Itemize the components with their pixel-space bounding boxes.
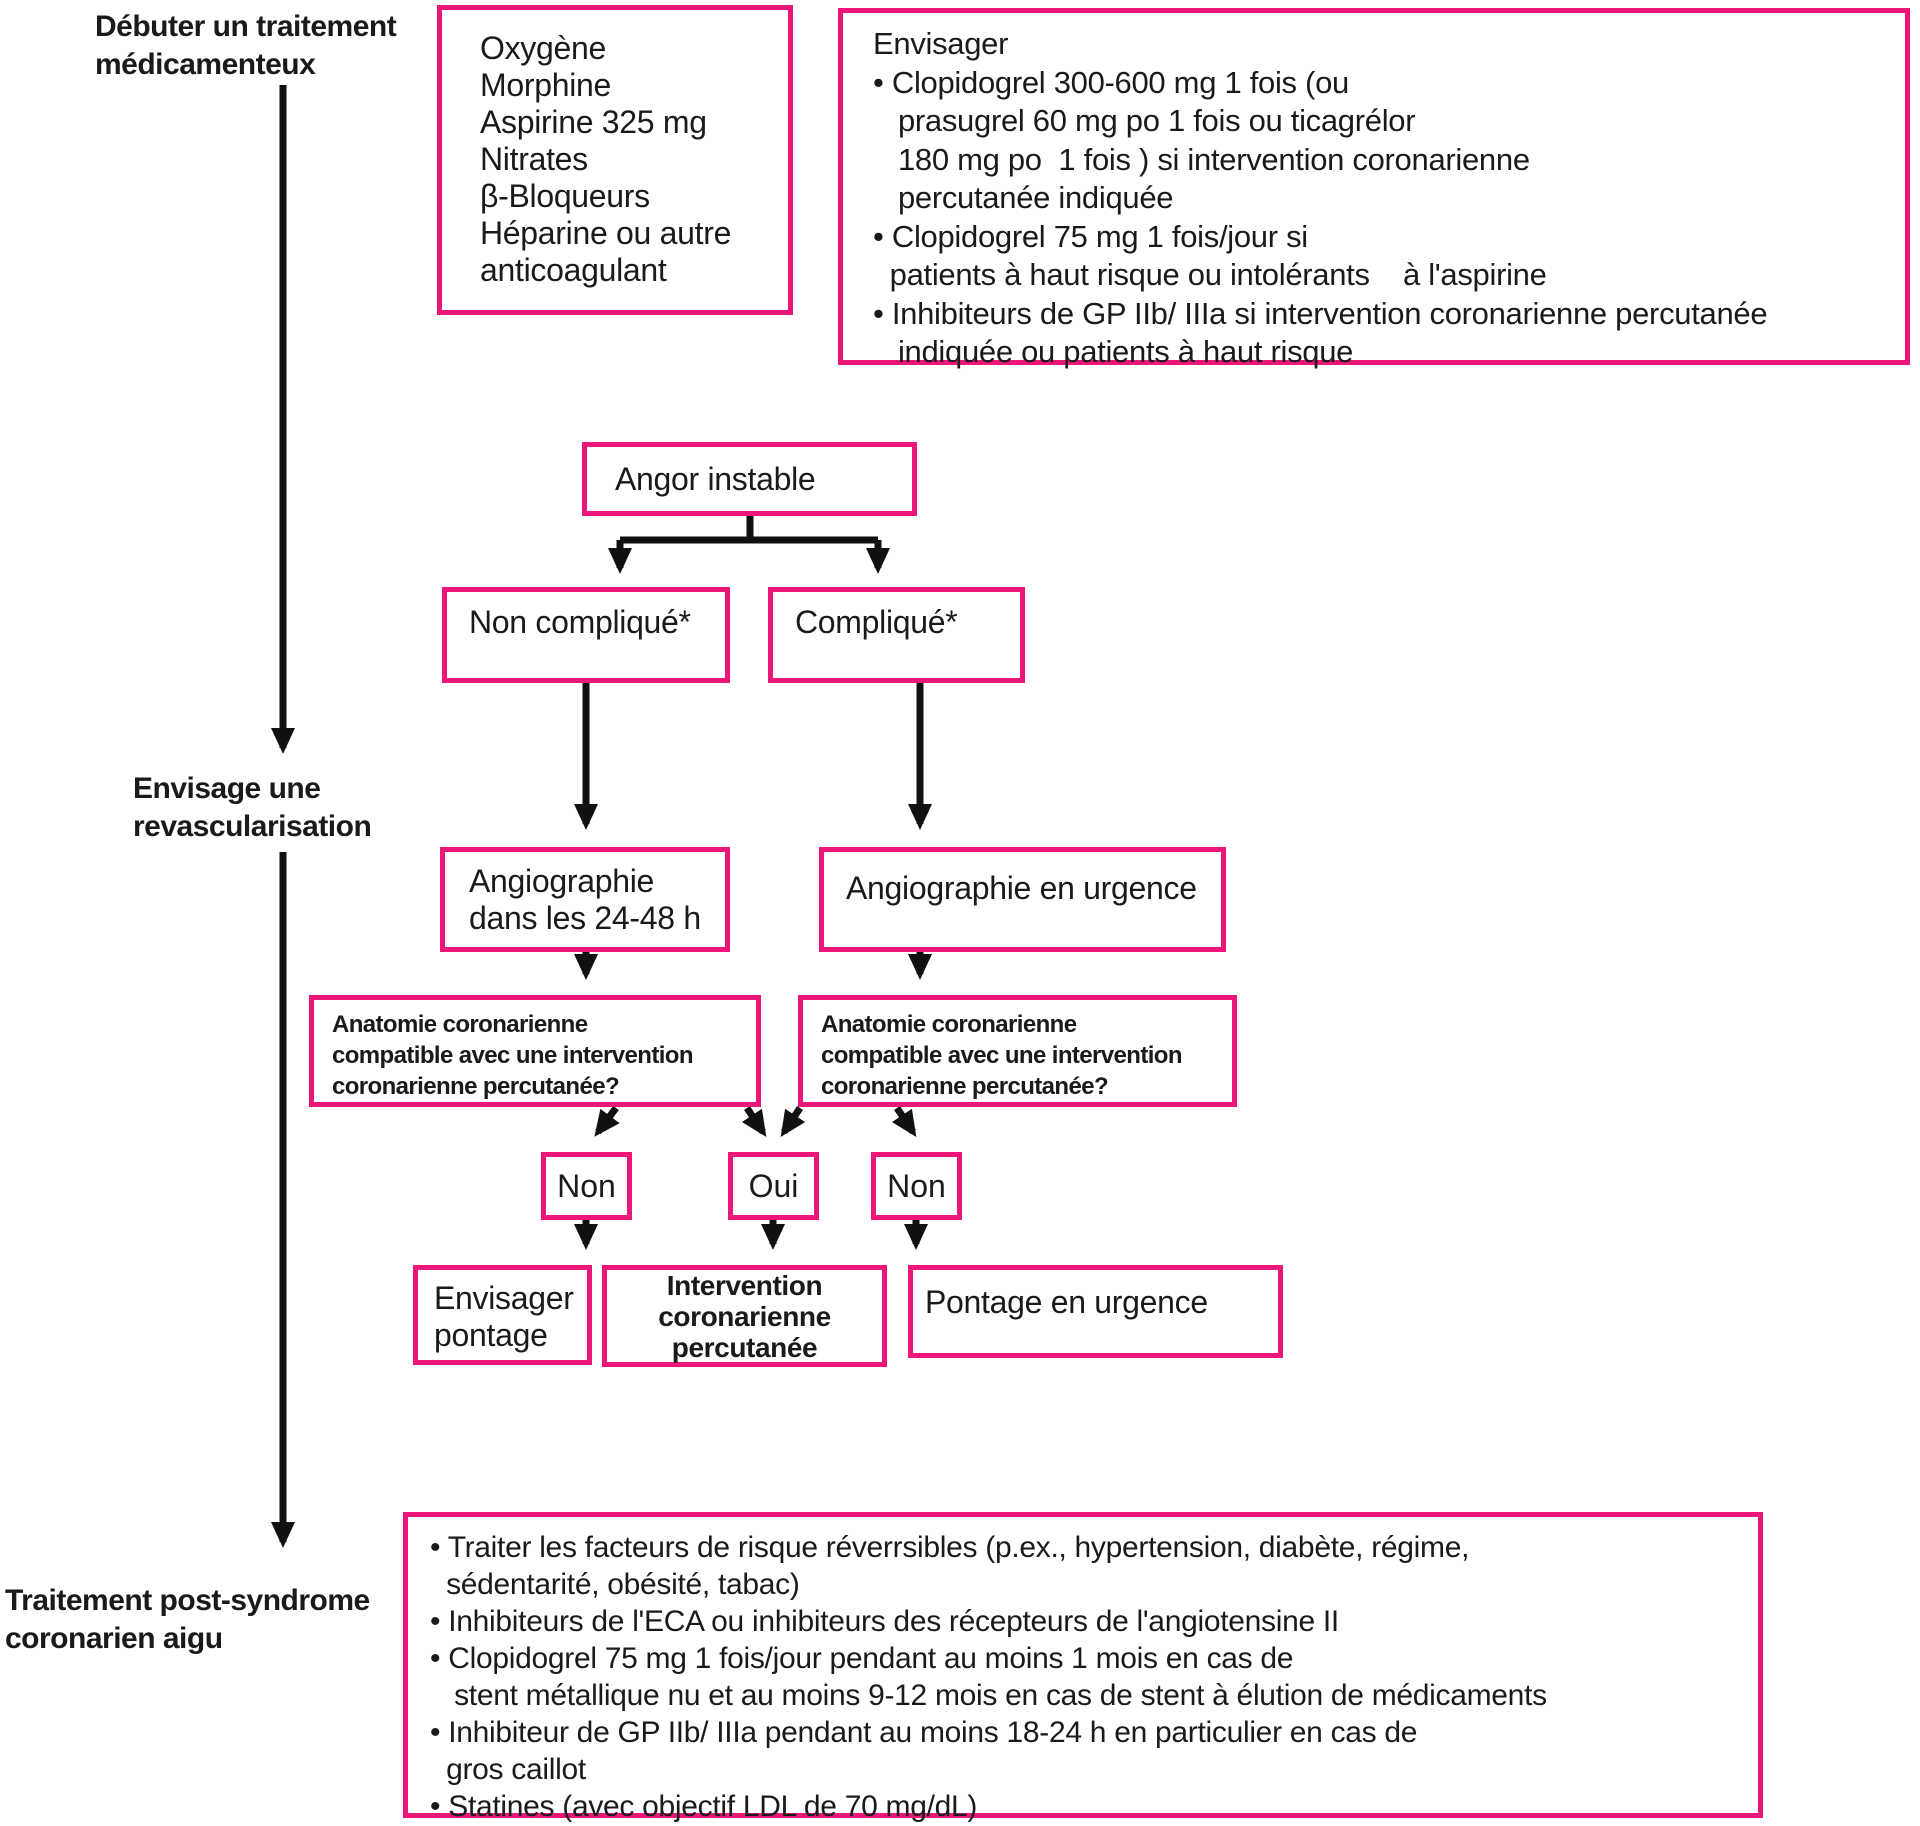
text-line: Aspirine 325 mg: [480, 104, 707, 140]
arrow-anatomieright-to-non: [897, 1108, 913, 1132]
box-pontage-urgence-label: Pontage en urgence: [925, 1284, 1208, 1320]
text-line: Morphine: [480, 67, 612, 103]
text-line: Envisager: [873, 26, 1009, 61]
text-line: Envisager: [434, 1280, 574, 1316]
text-line: sédentarité, obésité, tabac): [430, 1568, 800, 1601]
box-non-left-label: Non: [557, 1167, 616, 1204]
box-non-right-label: Non: [887, 1167, 946, 1204]
box-angiographie-urgence: [819, 847, 1226, 952]
text-line: percutanée indiquée: [873, 180, 1174, 215]
text-line: indiquée ou patients à haut risque: [873, 334, 1354, 369]
text-line: patients à haut risque ou intolérants à l'aspirine: [873, 257, 1547, 292]
arrow-anatomieright-to-oui: [784, 1108, 800, 1132]
box-medications: [437, 5, 793, 315]
arrow-anatomieleft-to-non: [598, 1108, 616, 1132]
text-line: • Clopidogrel 300-600 mg 1 fois (ou: [873, 64, 1349, 100]
text-line: β-Bloqueurs: [480, 178, 650, 214]
text-line: • Inhibiteur de GP IIb/ IIIa pendant au moins 18-24 h en particulier en cas de: [430, 1716, 1418, 1749]
text-line: 180 mg po 1 fois ) si intervention coronarienne: [873, 141, 1530, 177]
box-complique-label: Compliqué*: [795, 604, 958, 640]
text-line: • Statines (avec objectif LDL de 70 mg/dL): [430, 1790, 978, 1823]
text-line: compatible avec une intervention: [821, 1042, 1182, 1069]
text-line: • Inhibiteurs de l'ECA ou inhibiteurs des récepteurs de l'angiotensine II: [430, 1605, 1339, 1638]
text-line: Intervention: [666, 1269, 823, 1301]
text-line: Angiographie: [469, 863, 654, 899]
text-line: Oxygène: [480, 30, 606, 66]
box-non-right: [871, 1152, 962, 1220]
text-line: Traitement post-syndrome: [5, 1584, 370, 1617]
label-start-treatment: [95, 8, 396, 84]
text-line: • Traiter les facteurs de risque réverrsibles (p.ex., hypertension, diabète, régime,: [430, 1531, 1470, 1564]
arrow-anatomieleft-to-oui: [747, 1108, 763, 1132]
text-line: Anatomie coronarienne: [332, 1011, 588, 1038]
text-line: pontage: [434, 1317, 548, 1353]
box-angor-instable-label: Angor instable: [615, 460, 816, 497]
box-oui: [728, 1152, 819, 1220]
text-line: Héparine ou autre: [480, 215, 732, 251]
text-line: percutanée: [671, 1331, 818, 1363]
text-line: revascularisation: [133, 810, 372, 843]
box-non-complique: [442, 587, 730, 683]
text-line: Débuter un traitement: [95, 10, 397, 43]
box-angiographie-24-48: [440, 847, 730, 952]
box-anatomie-question-left: [309, 995, 761, 1107]
box-anatomie-question-right: [798, 995, 1237, 1107]
box-intervention-coronarienne: [602, 1265, 887, 1367]
text-line: compatible avec une intervention: [332, 1042, 693, 1069]
box-non-left: [541, 1152, 632, 1220]
branch-angor-split: [620, 516, 878, 540]
box-pontage-urgence: [908, 1265, 1283, 1358]
text-line: • Inhibiteurs de GP IIb/ IIIa si intervention coronarienne percutanée: [873, 295, 1768, 331]
text-line: coronarien aigu: [5, 1622, 223, 1655]
text-line: prasugrel 60 mg po 1 fois ou ticagrélor: [873, 103, 1416, 138]
box-post-acs-care: [403, 1512, 1763, 1823]
text-line: dans les 24-48 h: [469, 900, 701, 936]
box-envisager-pontage: [413, 1265, 592, 1365]
label-post-acs: [5, 1582, 370, 1658]
box-oui-label: Oui: [748, 1167, 799, 1204]
text-line: coronarienne percutanée?: [332, 1073, 620, 1100]
text-line: stent métallique nu et au moins 9-12 mois en cas de stent à élution de médicaments: [430, 1679, 1547, 1712]
box-complique: [768, 587, 1025, 683]
box-non-complique-label: Non compliqué*: [469, 604, 691, 640]
box-angiographie-urgence-label: Angiographie en urgence: [846, 870, 1197, 906]
box-angor-instable: [582, 442, 917, 516]
text-line: médicamenteux: [95, 48, 316, 81]
text-line: Envisage une: [133, 772, 321, 805]
text-line: • Clopidogrel 75 mg 1 fois/jour pendant au moins 1 mois en cas de: [430, 1642, 1294, 1675]
text-line: coronarienne percutanée?: [821, 1073, 1109, 1100]
box-consider-antiplatelets: [838, 8, 1910, 369]
text-line: coronarienne: [658, 1300, 831, 1332]
text-line: gros caillot: [430, 1753, 586, 1786]
text-line: • Clopidogrel 75 mg 1 fois/jour si: [873, 218, 1308, 254]
text-line: Nitrates: [480, 141, 588, 177]
label-consider-revascularization: [133, 770, 371, 846]
text-line: anticoagulant: [480, 252, 667, 288]
text-line: Anatomie coronarienne: [821, 1011, 1077, 1038]
